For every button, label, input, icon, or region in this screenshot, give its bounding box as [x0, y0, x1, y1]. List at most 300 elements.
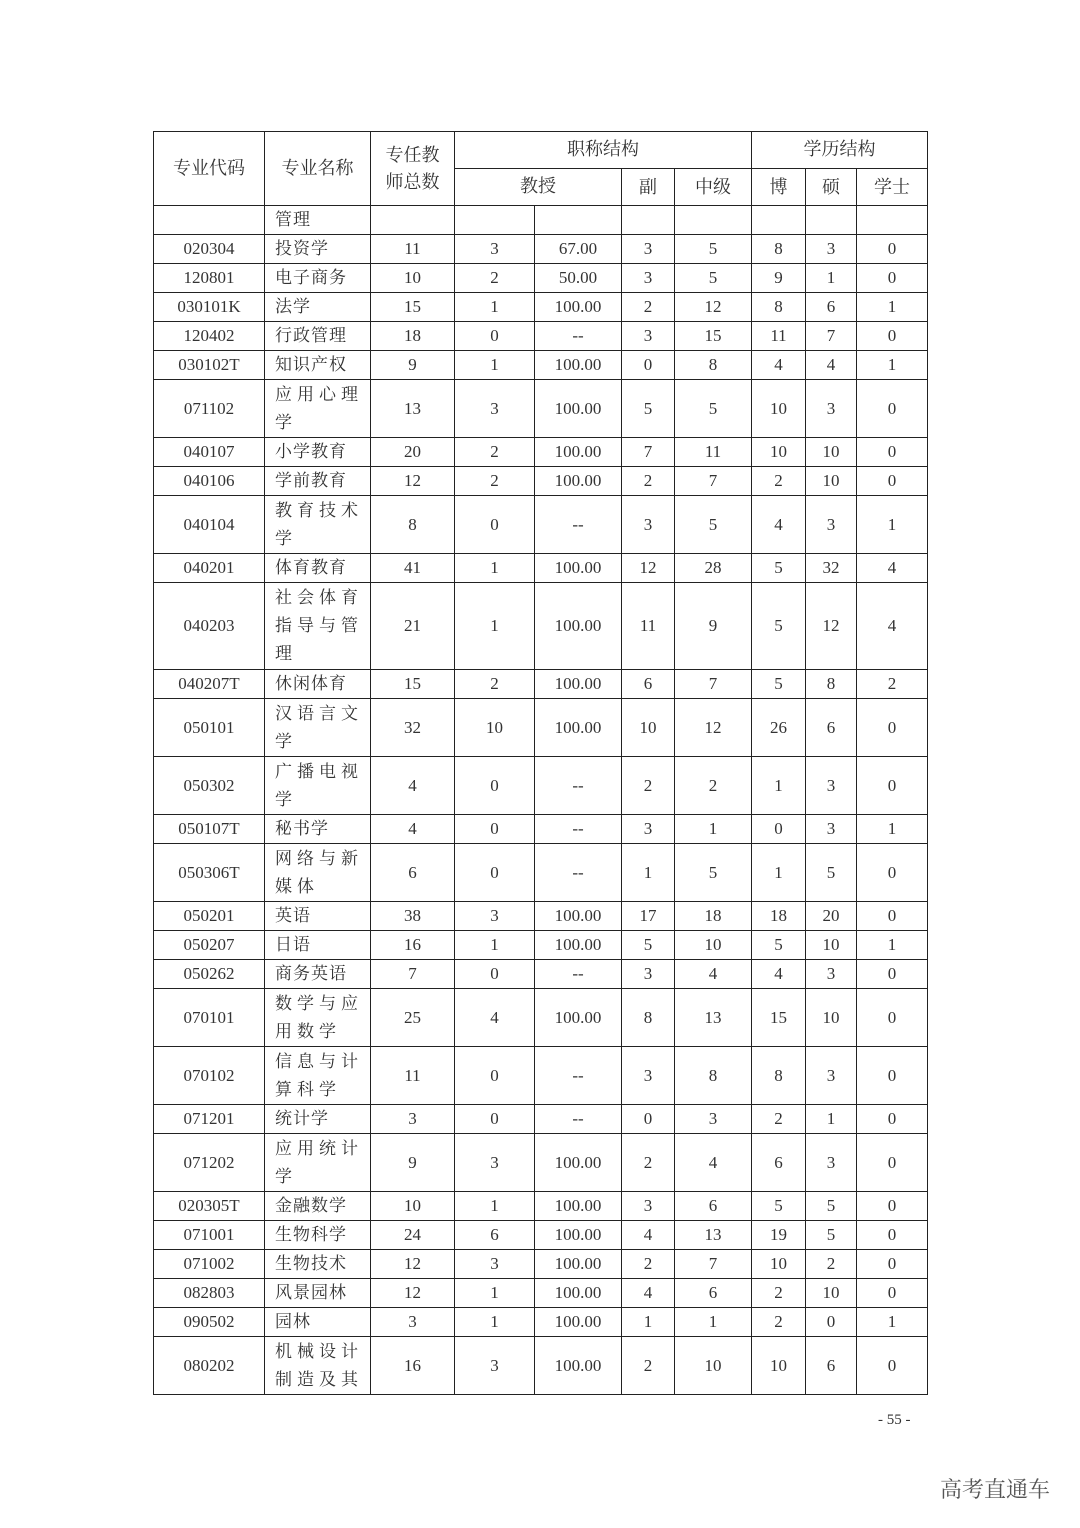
cell-bachelor: 0 — [857, 699, 928, 757]
cell-bachelor: 0 — [857, 322, 928, 351]
table-row — [154, 496, 928, 554]
cell-code: 070101 — [154, 989, 265, 1047]
table-row — [154, 844, 928, 902]
cell-master: 0 — [806, 1308, 857, 1337]
header-major-name: 专业名称 — [265, 132, 371, 206]
cell-code: 050262 — [154, 960, 265, 989]
cell-master: 3 — [806, 1047, 857, 1105]
cell-bachelor: 0 — [857, 1221, 928, 1250]
table-row — [154, 815, 928, 844]
cell-phd: 10 — [752, 1337, 806, 1395]
cell-prof: 2 — [455, 670, 535, 699]
cell-assoc: 3 — [622, 235, 675, 264]
cell-total: 21 — [371, 583, 455, 670]
cell-code: 050201 — [154, 902, 265, 931]
cell-prof: 1 — [455, 1192, 535, 1221]
cell-code: 050302 — [154, 757, 265, 815]
cell-name: 法学 — [265, 293, 371, 322]
cell-pct: 100.00 — [535, 293, 622, 322]
cell-code: 090502 — [154, 1308, 265, 1337]
header-major-code: 专业代码 — [154, 132, 265, 206]
cell-name: 社会体育指导与管理 — [265, 583, 371, 670]
cell-pct: 100.00 — [535, 467, 622, 496]
cell-total: 12 — [371, 1279, 455, 1308]
cell-bachelor: 0 — [857, 1279, 928, 1308]
cell-assoc: 3 — [622, 1192, 675, 1221]
cell-assoc: 3 — [622, 815, 675, 844]
table-row — [154, 1221, 928, 1250]
cell-name: 数学与应用数学 — [265, 989, 371, 1047]
cell-phd: 10 — [752, 1250, 806, 1279]
cell-assoc: 3 — [622, 496, 675, 554]
cell-assoc: 1 — [622, 844, 675, 902]
cell-bachelor: 1 — [857, 931, 928, 960]
cell-code: 050306T — [154, 844, 265, 902]
cell-pct: 100.00 — [535, 989, 622, 1047]
cell-name: 汉语言文学 — [265, 699, 371, 757]
cell-prof: 1 — [455, 293, 535, 322]
cell-code: 071201 — [154, 1105, 265, 1134]
cell-assoc: 2 — [622, 467, 675, 496]
cell-assoc: 2 — [622, 757, 675, 815]
cell-mid: 12 — [675, 293, 752, 322]
cell-master: 3 — [806, 380, 857, 438]
cell-bachelor: 0 — [857, 380, 928, 438]
header-degree-structure: 学历结构 — [752, 132, 928, 169]
cell-total: 3 — [371, 1105, 455, 1134]
table-row — [154, 699, 928, 757]
cell-bachelor: 0 — [857, 902, 928, 931]
cell-bachelor: 0 — [857, 1047, 928, 1105]
cell-assoc: 12 — [622, 554, 675, 583]
cell-total: 15 — [371, 670, 455, 699]
cell-pct: 100.00 — [535, 1134, 622, 1192]
cell-assoc: 2 — [622, 1134, 675, 1192]
cell-code: 071001 — [154, 1221, 265, 1250]
cell-assoc: 11 — [622, 583, 675, 670]
cell-pct: 50.00 — [535, 264, 622, 293]
cell-bachelor: 0 — [857, 844, 928, 902]
cell-code: 071102 — [154, 380, 265, 438]
cell-code: 120801 — [154, 264, 265, 293]
cell-pct: 100.00 — [535, 583, 622, 670]
cell-assoc: 0 — [622, 351, 675, 380]
cell-total: 18 — [371, 322, 455, 351]
cell-prof: 3 — [455, 902, 535, 931]
cell-pct: 100.00 — [535, 699, 622, 757]
cell-prof: 3 — [455, 1250, 535, 1279]
cell-assoc: 5 — [622, 931, 675, 960]
cell-master: 3 — [806, 757, 857, 815]
cell-name: 投资学 — [265, 235, 371, 264]
cell-master: 3 — [806, 496, 857, 554]
cell-mid: 10 — [675, 931, 752, 960]
cell-pct: 100.00 — [535, 554, 622, 583]
cell-mid: 5 — [675, 380, 752, 438]
cell-bachelor: 1 — [857, 1308, 928, 1337]
cell-total: 16 — [371, 1337, 455, 1395]
cell-phd: 5 — [752, 931, 806, 960]
cell-phd: 8 — [752, 1047, 806, 1105]
cell-name: 园林 — [265, 1308, 371, 1337]
table-row — [154, 293, 928, 322]
cell-prof: 0 — [455, 1105, 535, 1134]
cell-name: 学前教育 — [265, 467, 371, 496]
cell-prof: 1 — [455, 1279, 535, 1308]
cell-bachelor: 0 — [857, 1105, 928, 1134]
table-row — [154, 235, 928, 264]
cell-pct: -- — [535, 757, 622, 815]
cell-total: 20 — [371, 438, 455, 467]
cell-master: 1 — [806, 264, 857, 293]
cell-phd: 8 — [752, 235, 806, 264]
cell-bachelor: 1 — [857, 293, 928, 322]
cell-master: 1 — [806, 1105, 857, 1134]
cell-pct: 67.00 — [535, 235, 622, 264]
cell-name: 教育技术学 — [265, 496, 371, 554]
cell-prof: 0 — [455, 815, 535, 844]
cell-code: 030101K — [154, 293, 265, 322]
cell-master: 6 — [806, 1337, 857, 1395]
cell-total: 15 — [371, 293, 455, 322]
cell-phd: 2 — [752, 1308, 806, 1337]
cell-mid: 15 — [675, 322, 752, 351]
cell-assoc: 7 — [622, 438, 675, 467]
cell-pct: 100.00 — [535, 380, 622, 438]
cell-prof: 0 — [455, 1047, 535, 1105]
cell-code: 082803 — [154, 1279, 265, 1308]
cell-assoc: 10 — [622, 699, 675, 757]
cell-pct: 100.00 — [535, 902, 622, 931]
watermark: 高考直通车 — [940, 1478, 1051, 1503]
cell-prof: 3 — [455, 235, 535, 264]
cell-prof: 1 — [455, 554, 535, 583]
cell-total: 9 — [371, 351, 455, 380]
cell-code: 020305T — [154, 1192, 265, 1221]
cell-name: 商务英语 — [265, 960, 371, 989]
cell-phd: 6 — [752, 1134, 806, 1192]
cell-assoc: 4 — [622, 1221, 675, 1250]
table-row — [154, 960, 928, 989]
table-row — [154, 583, 928, 670]
cell-prof: 2 — [455, 467, 535, 496]
cell-prof: 3 — [455, 1134, 535, 1192]
table-row-carryover — [154, 206, 928, 235]
cell-pct: 100.00 — [535, 1279, 622, 1308]
cell-mid: 4 — [675, 960, 752, 989]
cell-bachelor: 1 — [857, 496, 928, 554]
cell-phd: 5 — [752, 1192, 806, 1221]
cell-mid: 5 — [675, 496, 752, 554]
cell-pct: -- — [535, 844, 622, 902]
cell-name: 信息与计算科学 — [265, 1047, 371, 1105]
cell-master: 8 — [806, 670, 857, 699]
cell-total: 7 — [371, 960, 455, 989]
cell-total: 16 — [371, 931, 455, 960]
cell-phd: 11 — [752, 322, 806, 351]
cell-total: 4 — [371, 757, 455, 815]
header-total-teachers: 专任教师总数 — [371, 132, 455, 206]
header-bachelor: 学士 — [857, 169, 928, 206]
cell-phd: 2 — [752, 1279, 806, 1308]
cell-mid: 7 — [675, 1250, 752, 1279]
cell-mid: 8 — [675, 1047, 752, 1105]
cell-assoc: 17 — [622, 902, 675, 931]
cell-master: 3 — [806, 1134, 857, 1192]
cell-bachelor: 0 — [857, 1250, 928, 1279]
cell-mid: 1 — [675, 1308, 752, 1337]
cell-master: 2 — [806, 1250, 857, 1279]
cell-prof: 0 — [455, 322, 535, 351]
cell-prof: 0 — [455, 496, 535, 554]
cell-pct: -- — [535, 1047, 622, 1105]
table-row — [154, 1134, 928, 1192]
cell-master: 5 — [806, 1221, 857, 1250]
cell-phd: 1 — [752, 757, 806, 815]
cell-name: 机械设计制造及其 — [265, 1337, 371, 1395]
cell-mid: 1 — [675, 815, 752, 844]
cell-code: 040106 — [154, 467, 265, 496]
cell-code: 050207 — [154, 931, 265, 960]
cell-pct: 100.00 — [535, 1308, 622, 1337]
cell-bachelor: 0 — [857, 264, 928, 293]
cell-assoc: 2 — [622, 1337, 675, 1395]
cell-prof: 6 — [455, 1221, 535, 1250]
cell-master: 12 — [806, 583, 857, 670]
cell-total: 3 — [371, 1308, 455, 1337]
cell-bachelor: 0 — [857, 960, 928, 989]
cell-name: 应用心理学 — [265, 380, 371, 438]
cell-prof: 3 — [455, 380, 535, 438]
cell-master: 7 — [806, 322, 857, 351]
header-professor: 教授 — [455, 169, 622, 206]
cell-name: 生物技术 — [265, 1250, 371, 1279]
faculty-structure-table — [153, 131, 928, 1395]
table-row — [154, 1308, 928, 1337]
cell-total: 32 — [371, 699, 455, 757]
cell-pct: -- — [535, 815, 622, 844]
cell-total: 24 — [371, 1221, 455, 1250]
cell-name: 生物科学 — [265, 1221, 371, 1250]
table-row — [154, 467, 928, 496]
cell-master: 20 — [806, 902, 857, 931]
table-row — [154, 351, 928, 380]
page-number: - 55 - — [878, 1412, 911, 1428]
cell-phd: 18 — [752, 902, 806, 931]
cell-phd: 10 — [752, 380, 806, 438]
table-row — [154, 902, 928, 931]
cell-bachelor: 0 — [857, 757, 928, 815]
cell-code: 080202 — [154, 1337, 265, 1395]
table-row — [154, 931, 928, 960]
cell-bachelor: 0 — [857, 438, 928, 467]
cell-prof: 1 — [455, 1308, 535, 1337]
cell-pct: 100.00 — [535, 1250, 622, 1279]
cell-assoc: 3 — [622, 264, 675, 293]
cell-pct: 100.00 — [535, 1221, 622, 1250]
cell-master: 3 — [806, 235, 857, 264]
cell-mid: 18 — [675, 902, 752, 931]
cell-code: 050101 — [154, 699, 265, 757]
cell-mid: 8 — [675, 351, 752, 380]
cell-phd: 8 — [752, 293, 806, 322]
cell-bachelor: 4 — [857, 554, 928, 583]
cell-phd: 19 — [752, 1221, 806, 1250]
cell-bachelor: 4 — [857, 583, 928, 670]
cell-master: 3 — [806, 960, 857, 989]
cell-name: 管理 — [265, 206, 371, 235]
cell-pct: -- — [535, 960, 622, 989]
cell-mid: 28 — [675, 554, 752, 583]
header-master: 硕 — [806, 169, 857, 206]
cell-master: 5 — [806, 1192, 857, 1221]
cell-total: 6 — [371, 844, 455, 902]
cell-name: 小学教育 — [265, 438, 371, 467]
cell-code: 030102T — [154, 351, 265, 380]
header-associate: 副 — [622, 169, 675, 206]
cell-name: 金融数学 — [265, 1192, 371, 1221]
cell-phd: 4 — [752, 496, 806, 554]
cell-name: 体育教育 — [265, 554, 371, 583]
cell-mid: 7 — [675, 467, 752, 496]
cell-pct: -- — [535, 1105, 622, 1134]
header-title-structure: 职称结构 — [455, 132, 752, 169]
cell-code: 050107T — [154, 815, 265, 844]
cell-prof: 1 — [455, 583, 535, 670]
cell-name: 英语 — [265, 902, 371, 931]
table-row — [154, 438, 928, 467]
cell-name: 应用统计学 — [265, 1134, 371, 1192]
cell-assoc: 5 — [622, 380, 675, 438]
cell-prof: 0 — [455, 960, 535, 989]
cell-assoc: 6 — [622, 670, 675, 699]
cell-phd: 4 — [752, 351, 806, 380]
cell-bachelor: 0 — [857, 989, 928, 1047]
cell-pct: 100.00 — [535, 438, 622, 467]
cell-assoc: 3 — [622, 960, 675, 989]
cell-prof: 3 — [455, 1337, 535, 1395]
cell-mid: 13 — [675, 1221, 752, 1250]
cell-phd: 15 — [752, 989, 806, 1047]
cell-total: 41 — [371, 554, 455, 583]
cell-total: 9 — [371, 1134, 455, 1192]
cell-assoc: 1 — [622, 1308, 675, 1337]
cell-prof: 0 — [455, 844, 535, 902]
table-row — [154, 1105, 928, 1134]
cell-prof: 2 — [455, 264, 535, 293]
cell-prof: 2 — [455, 438, 535, 467]
cell-name: 知识产权 — [265, 351, 371, 380]
cell-assoc: 2 — [622, 293, 675, 322]
cell-master: 10 — [806, 467, 857, 496]
header-phd: 博 — [752, 169, 806, 206]
cell-total: 10 — [371, 264, 455, 293]
cell-assoc: 8 — [622, 989, 675, 1047]
cell-bachelor: 0 — [857, 1192, 928, 1221]
cell-phd: 0 — [752, 815, 806, 844]
cell-bachelor: 0 — [857, 1134, 928, 1192]
cell-name: 风景园林 — [265, 1279, 371, 1308]
table-row — [154, 554, 928, 583]
table-row — [154, 1337, 928, 1395]
cell-phd: 26 — [752, 699, 806, 757]
cell-name: 行政管理 — [265, 322, 371, 351]
cell-pct: -- — [535, 322, 622, 351]
cell-assoc: 4 — [622, 1279, 675, 1308]
table-row — [154, 322, 928, 351]
cell-mid: 6 — [675, 1192, 752, 1221]
cell-total: 25 — [371, 989, 455, 1047]
header-intermediate: 中级 — [675, 169, 752, 206]
cell-master: 4 — [806, 351, 857, 380]
cell-master: 10 — [806, 989, 857, 1047]
cell-mid: 5 — [675, 844, 752, 902]
cell-code: 040203 — [154, 583, 265, 670]
cell-name: 网络与新媒体 — [265, 844, 371, 902]
cell-mid: 9 — [675, 583, 752, 670]
cell-total: 12 — [371, 467, 455, 496]
cell-total: 13 — [371, 380, 455, 438]
cell-pct: 100.00 — [535, 1337, 622, 1395]
cell-bachelor: 0 — [857, 1337, 928, 1395]
cell-code: 070102 — [154, 1047, 265, 1105]
cell-assoc: 0 — [622, 1105, 675, 1134]
cell-phd: 5 — [752, 583, 806, 670]
table-row — [154, 757, 928, 815]
table-row — [154, 989, 928, 1047]
cell-code: 071202 — [154, 1134, 265, 1192]
cell-total: 8 — [371, 496, 455, 554]
table-row — [154, 670, 928, 699]
table-row — [154, 380, 928, 438]
cell-mid: 10 — [675, 1337, 752, 1395]
cell-code: 020304 — [154, 235, 265, 264]
cell-pct: 100.00 — [535, 670, 622, 699]
cell-code: 040207T — [154, 670, 265, 699]
cell-mid: 5 — [675, 264, 752, 293]
cell-master: 6 — [806, 699, 857, 757]
cell-master: 6 — [806, 293, 857, 322]
cell-master: 3 — [806, 815, 857, 844]
cell-bachelor: 1 — [857, 351, 928, 380]
cell-master: 10 — [806, 438, 857, 467]
cell-total: 10 — [371, 1192, 455, 1221]
cell-phd: 2 — [752, 467, 806, 496]
cell-phd: 1 — [752, 844, 806, 902]
cell-prof: 4 — [455, 989, 535, 1047]
cell-mid: 7 — [675, 670, 752, 699]
cell-phd: 2 — [752, 1105, 806, 1134]
cell-master: 10 — [806, 1279, 857, 1308]
cell-name: 统计学 — [265, 1105, 371, 1134]
cell-code: 040104 — [154, 496, 265, 554]
cell-total: 38 — [371, 902, 455, 931]
cell-mid: 6 — [675, 1279, 752, 1308]
cell-phd: 9 — [752, 264, 806, 293]
table-row — [154, 1192, 928, 1221]
cell-mid: 3 — [675, 1105, 752, 1134]
cell-name: 休闲体育 — [265, 670, 371, 699]
table-row — [154, 1279, 928, 1308]
cell-master: 5 — [806, 844, 857, 902]
cell-total: 11 — [371, 1047, 455, 1105]
cell-phd: 10 — [752, 438, 806, 467]
cell-mid: 11 — [675, 438, 752, 467]
cell-total: 11 — [371, 235, 455, 264]
cell-name: 广播电视学 — [265, 757, 371, 815]
cell-mid: 13 — [675, 989, 752, 1047]
cell-name: 日语 — [265, 931, 371, 960]
